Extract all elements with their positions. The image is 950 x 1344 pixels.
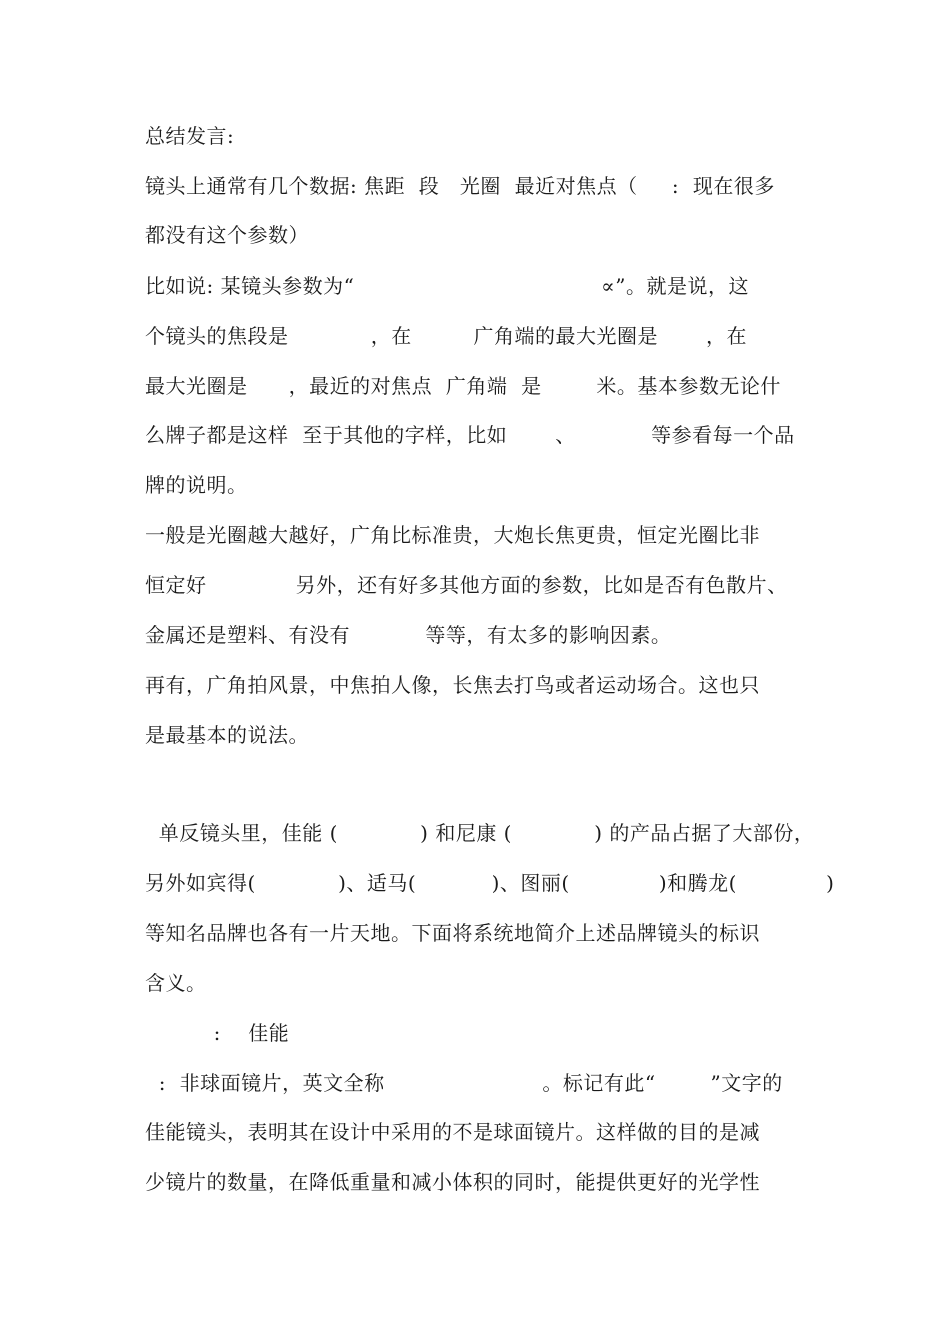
text-line: 个镜头的焦段是 ，在 广角端的最大光圈是 ，在 [145,324,748,348]
text-line: 含义。 [145,971,207,995]
text-line: 一般是光圈越大越好，广角比标准贵，大炮长焦更贵，恒定光圈比非 [145,523,760,547]
text-line: 都没有这个参数） [145,223,309,247]
text-line: 佳能镜头，表明其在设计中采用的不是球面镜片。这样做的目的是减 [145,1120,760,1144]
section-heading: : 佳能 [145,1021,290,1045]
text-line: 再有，广角拍风景，中焦拍人像，长焦去打鸟或者运动场合。这也只 [145,673,760,697]
text-line: 牌的说明。 [145,473,248,497]
text-line: 是最基本的说法。 [145,723,309,747]
text-line: 金属还是塑料、有没有 等等，有太多的影响因素。 [145,623,672,647]
text-line: 单反镜头里，佳能 ( ) 和尼康 ( ) 的产品占据了大部份， [145,821,815,845]
text-line: 比如说: 某镜头参数为“ ∝”。就是说，这 [145,274,749,298]
text-line: 少镜片的数量，在降低重量和减小体积的同时，能提供更好的光学性 [145,1170,760,1194]
text-line: 镜头上通常有几个数据: 焦距 段 光圈 最近对焦点（ : 现在很多 [145,174,775,198]
text-line: 另外如宾得( )、适马( )、图丽( )和腾龙( ) [145,871,835,895]
text-line: 总结发言: [145,124,235,148]
text-line: 么牌子都是这样 至于其他的字样，比如 、 等参看每一个品 [145,423,795,447]
text-line: 最大光圈是 ，最近的对焦点 广角端 是 米。基本参数无论什 [145,374,781,398]
text-line: 等知名品牌也各有一片天地。下面将系统地简介上述品牌镜头的标识 [145,921,760,945]
text-line: : 非球面镜片，英文全称 。标记有此“ ”文字的 [145,1071,783,1095]
text-line: 恒定好 另外，还有好多其他方面的参数，比如是否有色散片、 [145,573,788,597]
